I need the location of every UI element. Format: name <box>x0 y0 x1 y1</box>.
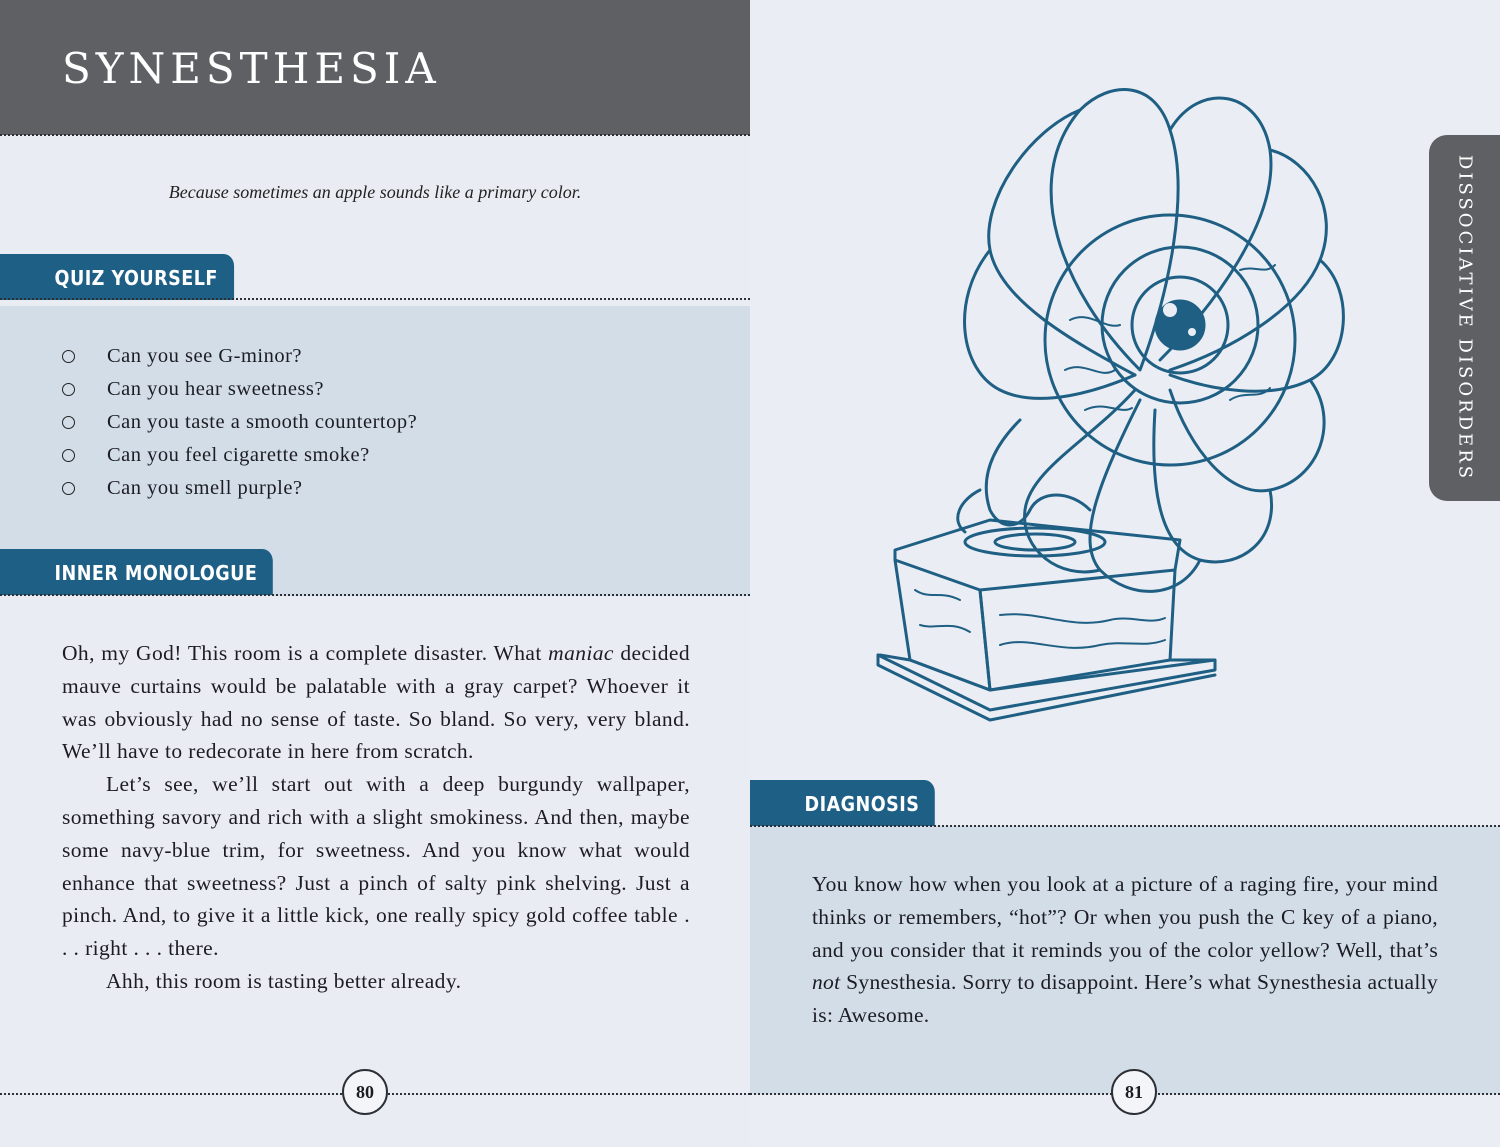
quiz-item-label: Can you taste a smooth countertop? <box>107 411 418 433</box>
monologue-heading: INNER MONOLOGUE <box>0 549 273 595</box>
quiz-item[interactable] <box>62 340 417 373</box>
quiz-list <box>62 340 417 505</box>
gramophone-eyeball-illustration <box>870 70 1350 730</box>
quiz-heading: QUIZ YOURSELF <box>0 254 234 300</box>
monologue-paragraph-3: Ahh, this room is tasting better already. <box>106 968 462 993</box>
quiz-item-label: Can you hear sweetness? <box>107 378 325 400</box>
quiz-item[interactable] <box>62 406 417 439</box>
quiz-item[interactable] <box>62 439 417 472</box>
checkbox-circle-icon[interactable] <box>62 482 75 495</box>
chapter-side-tab-label: DISSOCIATIVE DISORDERS <box>1454 154 1475 482</box>
page-title: SYNESTHESIA <box>62 44 441 93</box>
horn-petals <box>965 90 1344 592</box>
checkbox-circle-icon[interactable] <box>62 383 75 396</box>
quiz-item-label: Can you see G-minor? <box>107 345 303 367</box>
quiz-item[interactable] <box>62 472 417 505</box>
quiz-item[interactable] <box>62 373 417 406</box>
page-number: 81 <box>1111 1069 1157 1115</box>
title-divider <box>0 134 750 136</box>
quiz-divider <box>0 298 750 300</box>
monologue-paragraph-2: Let’s see, we’ll start out with a deep burgundy wallpaper, something savory and rich with a slight smokiness. And then, maybe some navy-blue trim, for sweetness. And you know what would enhance that sweetness? Just a pinch of salty pink shelving. Just a pinch. And, to give it a little kick, one really spicy gold coffee table . . . right . . . there. <box>62 772 690 961</box>
checkbox-circle-icon[interactable] <box>62 416 75 429</box>
tagline: Because sometimes an apple sounds like a primary color. <box>168 182 582 202</box>
checkbox-circle-icon[interactable] <box>62 449 75 462</box>
checkbox-circle-icon[interactable] <box>62 350 75 363</box>
monologue-divider <box>0 594 750 596</box>
quiz-item-label: Can you feel cigarette smoke? <box>107 444 370 466</box>
diagnosis-divider <box>750 825 1500 827</box>
diagnosis-heading: DIAGNOSIS <box>750 780 935 826</box>
cabinet <box>878 520 1215 720</box>
page-number: 80 <box>342 1069 388 1115</box>
monologue-text <box>62 637 690 998</box>
title-bar <box>0 0 750 135</box>
chapter-side-tab[interactable] <box>1429 135 1500 501</box>
diagnosis-text: You know how when you look at a picture of a raging fire, your mind thinks or remembers, “hot”? Or when you push the C key of a piano, and you consider that it reminds you of the color yellow? Well, that’s not Synesthesia. Sorry to disappoint. Here’s what Synesthesia actually is: Awesome. <box>812 872 1438 1028</box>
eyeball <box>1045 215 1295 465</box>
quiz-item-label: Can you smell purple? <box>107 477 303 499</box>
monologue-paragraph-1: Oh, my God! This room is a complete disaster. What maniac decided mauve curtains would be palatable with a gray carpet? Whoever it was obviously had no sense of taste. So bland. So very, very bland. We’ll have to redecorate in here from scratch. <box>62 641 690 764</box>
